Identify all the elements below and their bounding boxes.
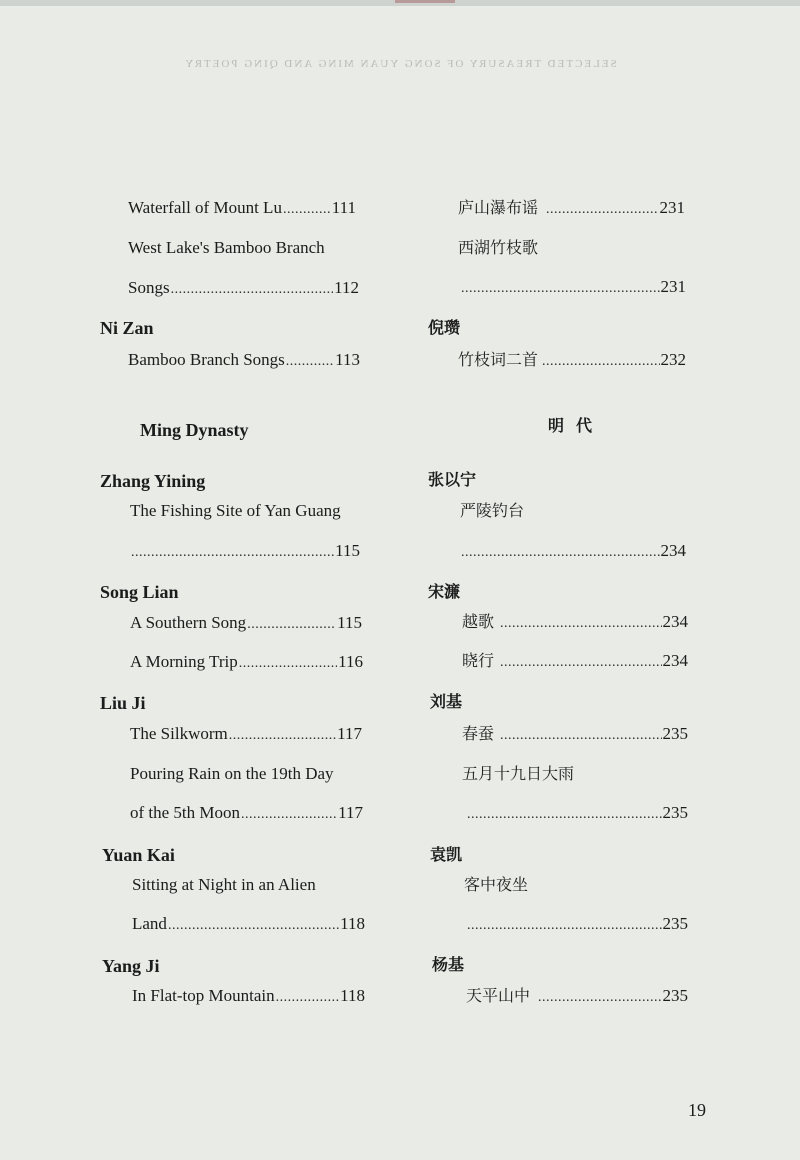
bleed-through-header: SELECTED TREASURY OF SONG YUAN MING AND QING POETRY xyxy=(183,58,617,70)
entry-title-line: West Lake's Bamboo Branch xyxy=(128,238,325,257)
author-name: 袁凯 xyxy=(430,845,463,864)
dot-leader xyxy=(500,726,661,746)
toc-entry[interactable] xyxy=(130,652,363,674)
entry-title: In Flat-top Mountain xyxy=(132,986,275,1005)
entry-page: 113 xyxy=(335,350,360,369)
entry-page: 234 xyxy=(662,651,688,670)
dot-leader xyxy=(467,805,662,825)
entry-title: A Southern Song xyxy=(130,613,247,632)
entry-page: 235 xyxy=(662,986,688,1005)
dot-leader xyxy=(546,200,658,220)
entry-title-line: 五月十九日大雨 xyxy=(462,764,575,783)
page-number: 19 xyxy=(688,1100,706,1120)
entry-page: 234 xyxy=(662,612,688,631)
toc-entry[interactable] xyxy=(130,613,362,635)
dot-leader xyxy=(283,200,331,220)
author-name: 宋濂 xyxy=(428,582,461,601)
author-name: 杨基 xyxy=(432,955,465,974)
entry-title: Bamboo Branch Songs xyxy=(128,350,285,369)
dot-leader xyxy=(467,916,662,936)
author-name: Liu Ji xyxy=(100,693,146,713)
entry-page: 234 xyxy=(660,541,686,560)
entry-page: 235 xyxy=(662,803,688,822)
entry-title: A Morning Trip xyxy=(130,652,238,671)
entry-title: of the 5th Moon xyxy=(130,803,241,822)
author-name: Yang Ji xyxy=(102,956,160,976)
entry-title: Land xyxy=(132,914,167,933)
entry-title: Songs xyxy=(128,278,170,297)
author-name: Song Lian xyxy=(100,582,179,602)
entry-page: 117 xyxy=(337,724,362,743)
dot-leader xyxy=(500,614,661,634)
entry-title: The Silkworm xyxy=(130,724,228,743)
entry-page: 235 xyxy=(662,724,688,743)
toc-entry[interactable] xyxy=(462,612,688,634)
entry-page: 232 xyxy=(660,350,686,369)
entry-page: 231 xyxy=(659,198,685,217)
entry-title: 天平山中 xyxy=(466,986,531,1005)
author-name: 张以宁 xyxy=(428,470,477,489)
toc-entry[interactable] xyxy=(466,986,688,1008)
toc-entry[interactable] xyxy=(128,350,360,372)
toc-entry[interactable] xyxy=(462,651,688,673)
entry-title-line: 客中夜坐 xyxy=(464,875,529,894)
dot-leader xyxy=(461,279,660,299)
toc-entry[interactable] xyxy=(130,541,360,563)
toc-entry[interactable] xyxy=(132,914,365,936)
entry-title: 越歌 xyxy=(462,612,495,631)
dynasty-heading: Ming Dynasty xyxy=(140,420,249,440)
dot-leader xyxy=(538,988,661,1008)
dot-leader xyxy=(461,543,660,563)
toc-entry[interactable] xyxy=(130,803,363,825)
entry-page: 115 xyxy=(335,541,360,560)
entry-title-line: 西湖竹枝歌 xyxy=(458,238,539,257)
entry-title-line: 严陵钓台 xyxy=(460,501,525,520)
entry-page: 118 xyxy=(340,914,365,933)
toc-entry[interactable] xyxy=(128,198,356,220)
dot-leader xyxy=(500,653,661,673)
toc-entry[interactable] xyxy=(460,541,686,563)
toc-entry[interactable] xyxy=(466,914,688,936)
dot-leader xyxy=(168,916,339,936)
dot-leader xyxy=(131,543,334,563)
toc-entry[interactable] xyxy=(130,724,362,746)
entry-page: 235 xyxy=(662,914,688,933)
entry-title-line: Sitting at Night in an Alien xyxy=(132,875,316,894)
entry-title: 竹枝词二首 xyxy=(458,350,539,369)
dot-leader xyxy=(239,654,337,674)
dot-leader xyxy=(241,805,337,825)
author-name: 倪瓒 xyxy=(428,318,461,337)
entry-page: 115 xyxy=(337,613,362,632)
dot-leader xyxy=(286,352,334,372)
entry-title: Waterfall of Mount Lu xyxy=(128,198,282,217)
entry-page: 118 xyxy=(340,986,365,1005)
dot-leader xyxy=(247,615,336,635)
entry-title: 晓行 xyxy=(462,651,495,670)
dot-leader xyxy=(542,352,659,372)
dot-leader xyxy=(171,280,334,300)
dynasty-heading: 明代 xyxy=(548,416,605,435)
toc-entry[interactable] xyxy=(128,278,359,300)
toc-entry[interactable] xyxy=(458,198,685,220)
author-name: Yuan Kai xyxy=(102,845,175,865)
author-name: 刘基 xyxy=(430,692,463,711)
page-top-mark xyxy=(395,0,455,3)
entry-title-line: The Fishing Site of Yan Guang xyxy=(130,501,341,520)
entry-title-line: Pouring Rain on the 19th Day xyxy=(130,764,334,783)
toc-entry[interactable] xyxy=(132,986,365,1008)
toc-entry[interactable] xyxy=(462,724,688,746)
entry-title: 春蚕 xyxy=(462,724,495,743)
entry-page: 231 xyxy=(660,277,686,296)
author-name: Ni Zan xyxy=(100,318,154,338)
toc-entry[interactable] xyxy=(460,277,686,299)
entry-page: 112 xyxy=(334,278,359,297)
entry-title: 庐山瀑布谣 xyxy=(458,198,539,217)
toc-entry[interactable] xyxy=(458,350,686,372)
dot-leader xyxy=(276,988,340,1008)
author-name: Zhang Yining xyxy=(100,471,206,491)
entry-page: 117 xyxy=(338,803,363,822)
entry-page: 116 xyxy=(338,652,363,671)
entry-page: 111 xyxy=(331,198,356,217)
toc-entry[interactable] xyxy=(466,803,688,825)
dot-leader xyxy=(229,726,336,746)
